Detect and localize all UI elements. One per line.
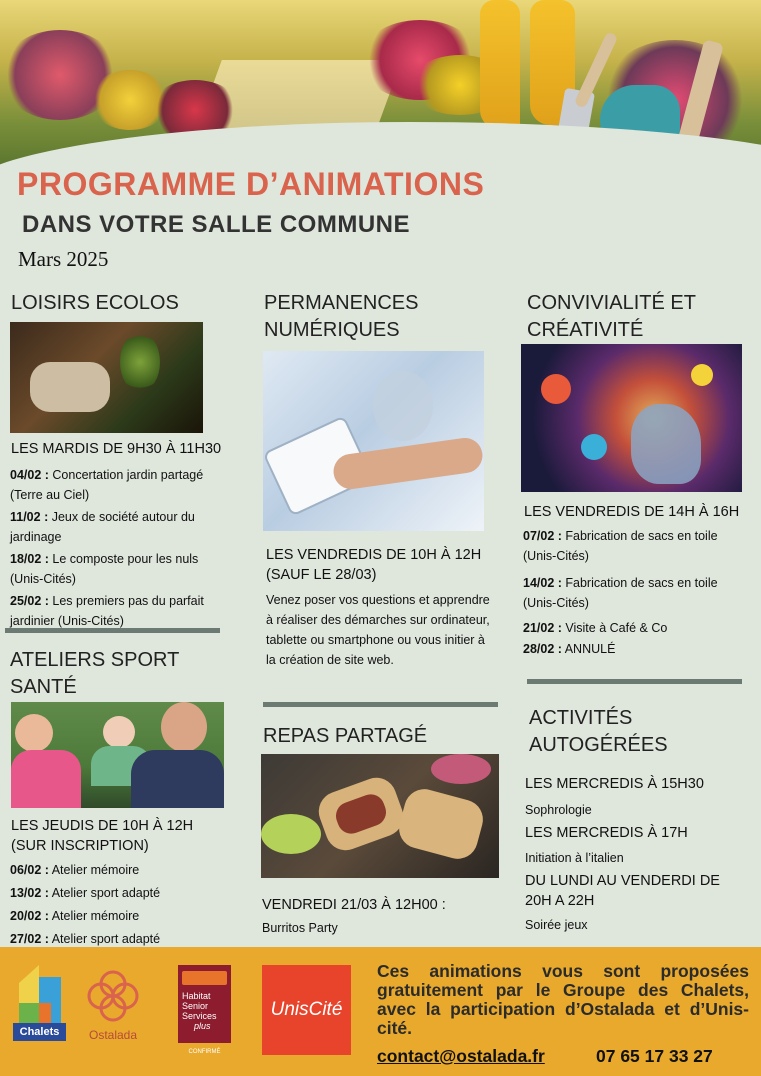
page-subtitle: DANS VOTRE SALLE COMMUNE: [22, 211, 411, 238]
repas-schedule: VENDREDI 21/03 À 12H00 :: [262, 897, 446, 913]
ostalada-logo: Ostalada: [82, 966, 144, 1046]
seniors-exercise-photo: [11, 702, 224, 808]
autogerees-text-2: Initiation à l’italien: [525, 851, 624, 865]
gardening-hands-photo: [10, 322, 203, 433]
list-item: 11/02 : Jeux de société autour du jardinage: [10, 510, 195, 544]
habitat-senior-services-logo: Habitat Senior Services plus CONFIRMÉ: [178, 965, 231, 1061]
list-item: 06/02 : Atelier mémoire: [10, 863, 140, 877]
page-date: Mars 2025: [18, 247, 109, 271]
loisirs-schedule: LES MARDIS DE 9H30 À 11H30: [11, 441, 222, 457]
autogerees-text-1: Sophrologie: [525, 803, 592, 817]
page-title: PROGRAMME D’ANIMATIONS: [17, 166, 485, 202]
section-title-loisirs: LOISIRS ECOLOS: [11, 292, 179, 314]
section-title-autogerees: ACTIVITÉS AUTOGÉRÉES: [529, 707, 668, 756]
chalets-logo: Chalets: [13, 963, 66, 1041]
list-item: 13/02 : Atelier sport adapté: [10, 886, 161, 900]
convivialite-schedule: LES VENDREDIS DE 14H À 16H: [524, 504, 740, 520]
list-item: 14/02 : Fabrication de sacs en toile (Unis-Cités): [523, 576, 718, 610]
list-item: 21/02 : Visite à Café & Co: [523, 621, 668, 635]
divider: [527, 679, 742, 684]
burritos-photo: [261, 754, 499, 878]
divider: [263, 702, 498, 707]
list-item: 04/02 : Concertation jardin partagé (Terre au Ciel): [10, 468, 204, 502]
divider: [5, 628, 220, 633]
section-title-convivialite: CONVIVIALITÉ ET CRÉATIVITÉ: [527, 292, 696, 341]
numerique-text: Venez poser vos questions et apprendre à réaliser des démarches sur ordinateur, tablette ou smartphone ou vous initier à la création de site web.: [266, 593, 490, 667]
contact-email-link[interactable]: contact@ostalada.fr: [377, 1046, 545, 1066]
list-item: 28/02 : ANNULÉ: [523, 642, 616, 656]
loisirs-list: [10, 465, 225, 633]
sport-schedule: LES JEUDIS DE 10H À 12H (SUR INSCRIPTION): [11, 818, 194, 854]
convivialite-list: [523, 526, 748, 661]
repas-text: Burritos Party: [262, 921, 338, 935]
autogerees-schedule-3: DU LUNDI AU VENDERDI DE 20H A 22H: [525, 873, 720, 909]
list-item: 27/02 : Atelier sport adapté: [10, 932, 161, 946]
section-title-numerique: PERMANENCES NUMÉRIQUES: [264, 292, 419, 341]
list-item: 20/02 : Atelier mémoire: [10, 909, 140, 923]
list-item: 18/02 : Le composte pour les nuls (Unis-Cités): [10, 552, 199, 586]
autogerees-schedule-1: LES MERCREDIS À 15H30: [525, 776, 704, 792]
tablet-photo: [263, 351, 484, 531]
section-title-repas: REPAS PARTAGÉ: [263, 725, 428, 747]
footer-text: Ces animations vous sont proposées gratuitement par le Groupe des Chalets, avec la participation d’Ostalada et d’Unis-cité.: [377, 961, 749, 1038]
autogerees-text-3: Soirée jeux: [525, 918, 588, 932]
contact-phone: 07 65 17 33 27: [596, 1046, 713, 1066]
autogerees-schedule-2: LES MERCREDIS À 17H: [525, 825, 688, 841]
list-item: 25/02 : Les premiers pas du parfait jardinier (Unis-Cités): [10, 594, 204, 628]
creativity-art-photo: [521, 344, 742, 492]
list-item: 07/02 : Fabrication de sacs en toile (Unis-Cités): [523, 529, 718, 563]
numerique-schedule: LES VENDREDIS DE 10H À 12H (SAUF LE 28/03): [266, 547, 482, 583]
section-title-sport: ATELIERS SPORT SANTÉ: [10, 649, 179, 698]
unis-cite-logo: UnisCité: [262, 965, 351, 1055]
sport-list: [10, 860, 225, 951]
